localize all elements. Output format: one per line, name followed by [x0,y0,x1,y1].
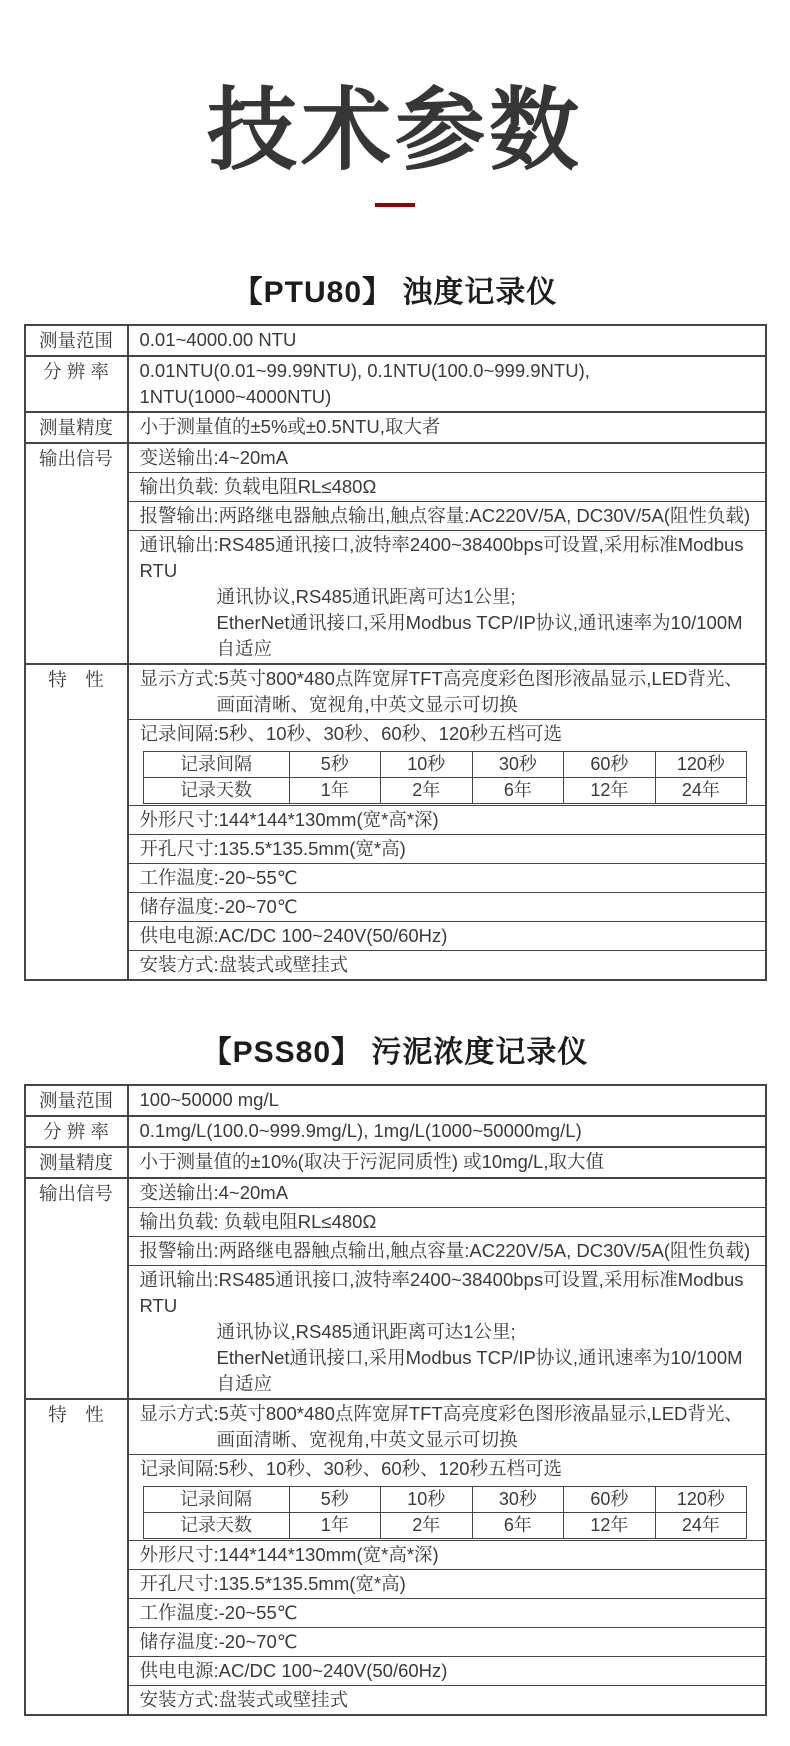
row-label: 分 辨 率 [25,356,128,412]
row-value: 安装方式:盘装式或壁挂式 [128,1686,766,1716]
row-value: 工作温度:-20~55℃ [128,864,766,893]
row-label: 测量精度 [25,412,128,443]
record-interval-table [143,1486,748,1539]
table-row [25,893,766,922]
record-note: 记录间隔:5秒、10秒、30秒、60秒、120秒五档可选 [139,723,563,744]
product-heading-ptu80: 【PTU80】 浊度记录仪 [232,276,558,309]
days-cell: 12年 [564,1513,656,1539]
row-value: 开孔尺寸:135.5*135.5mm(宽*高) [128,835,766,864]
comm-line: EtherNet通讯接口,采用Modbus TCP/IP协议,通讯速率为10/100M自适应 [216,1347,743,1394]
row-value: 储存温度:-20~70℃ [128,1628,766,1657]
display-line: 画面清晰、宽视角,中英文显示可切换 [216,694,518,715]
spec-sheet-page [0,81,790,1746]
table-row [25,1599,766,1628]
display-line: 显示方式:5英寸800*480点阵宽屏TFT高亮度彩色图形液晶显示,LED背光、 [139,1403,743,1424]
inner-row-label: 记录间隔 [143,752,289,778]
interval-cell: 5秒 [289,1487,381,1513]
table-row [143,1513,747,1539]
row-value: 0.01~4000.00 NTU [128,325,766,356]
product-heading-pss80: 【PSS80】 污泥浓度记录仪 [201,1036,589,1069]
comm-line: 通讯协议,RS485通讯距离可达1公里; [216,586,516,607]
table-row [25,531,766,665]
comm-line: EtherNet通讯接口,采用Modbus TCP/IP协议,通讯速率为10/100M自适应 [216,612,743,659]
comm-line: 通讯输出:RS485通讯接口,波特率2400~38400bps可设置,采用标准Modbus RTU [139,1269,744,1316]
display-line: 显示方式:5英寸800*480点阵宽屏TFT高亮度彩色图形液晶显示,LED背光、 [139,668,743,689]
days-cell: 24年 [655,778,747,804]
record-note: 记录间隔:5秒、10秒、30秒、60秒、120秒五档可选 [139,1458,563,1479]
table-row [25,325,766,356]
comm-line: 通讯协议,RS485通讯距离可达1公里; [216,1321,516,1342]
interval-cell: 60秒 [564,752,656,778]
table-row [25,473,766,502]
table-row [25,664,766,720]
row-value: 供电电源:AC/DC 100~240V(50/60Hz) [128,922,766,951]
days-cell: 6年 [472,778,564,804]
table-row [25,951,766,981]
row-value: 报警输出:两路继电器触点输出,触点容量:AC220V/5A, DC30V/5A(阻性负载) [128,1237,766,1266]
row-value: 开孔尺寸:135.5*135.5mm(宽*高) [128,1570,766,1599]
interval-cell: 120秒 [655,1487,747,1513]
row-value: 输出负载: 负载电阻RL≤480Ω [128,1208,766,1237]
table-row [25,806,766,835]
table-row [25,835,766,864]
row-label: 测量精度 [25,1147,128,1178]
row-value: 储存温度:-20~70℃ [128,893,766,922]
comm-line: 通讯输出:RS485通讯接口,波特率2400~38400bps可设置,采用标准Modbus RTU [139,534,744,581]
row-value-comm [128,531,766,665]
row-label: 分 辨 率 [25,1116,128,1147]
days-cell: 2年 [381,778,473,804]
row-label-output-signal: 输出信号 [25,1178,128,1399]
interval-cell: 30秒 [472,1487,564,1513]
page-title: 技术参数 [207,81,583,181]
inner-row-label: 记录天数 [143,1513,289,1539]
row-label-features: 特 性 [25,1399,128,1715]
row-value: 变送输出:4~20mA [128,1178,766,1208]
row-value: 100~50000 mg/L [128,1085,766,1116]
table-row [25,1178,766,1208]
table-row [25,1686,766,1716]
table-row [25,412,766,443]
row-value: 0.1mg/L(100.0~999.9mg/L), 1mg/L(1000~50000mg/L) [128,1116,766,1147]
days-cell: 12年 [564,778,656,804]
table-row [143,778,747,804]
table-row [25,1455,766,1541]
row-value: 工作温度:-20~55℃ [128,1599,766,1628]
table-row [25,1399,766,1455]
table-row [25,502,766,531]
row-value: 供电电源:AC/DC 100~240V(50/60Hz) [128,1657,766,1686]
row-label-output-signal: 输出信号 [25,443,128,664]
display-line: 画面清晰、宽视角,中英文显示可切换 [216,1429,518,1450]
row-value: 小于测量值的±5%或±0.5NTU,取大者 [128,412,766,443]
inner-row-label: 记录间隔 [143,1487,289,1513]
row-value: 安装方式:盘装式或壁挂式 [128,951,766,981]
days-cell: 24年 [655,1513,747,1539]
row-label: 测量范围 [25,1085,128,1116]
table-row [25,720,766,806]
row-value-display [128,1399,766,1455]
row-value: 小于测量值的±10%(取决于污泥同质性) 或10mg/L,取大值 [128,1147,766,1178]
row-value-record-interval [128,1455,766,1541]
spec-table-ptu80 [24,324,767,981]
table-row [143,752,747,778]
row-value-display [128,664,766,720]
table-row [25,1657,766,1686]
table-row [25,443,766,473]
row-value: 输出负载: 负载电阻RL≤480Ω [128,473,766,502]
record-interval-table [143,751,748,804]
table-row [25,1208,766,1237]
interval-cell: 10秒 [381,752,473,778]
title-accent-divider [375,203,415,207]
row-label-features: 特 性 [25,664,128,980]
interval-cell: 30秒 [472,752,564,778]
row-value: 变送输出:4~20mA [128,443,766,473]
row-value: 外形尺寸:144*144*130mm(宽*高*深) [128,1541,766,1570]
days-cell: 1年 [289,1513,381,1539]
table-row [25,1570,766,1599]
days-cell: 2年 [381,1513,473,1539]
table-row [25,1237,766,1266]
interval-cell: 5秒 [289,752,381,778]
table-row [25,1266,766,1400]
inner-row-label: 记录天数 [143,778,289,804]
table-row [25,1628,766,1657]
interval-cell: 10秒 [381,1487,473,1513]
row-value-comm [128,1266,766,1400]
days-cell: 6年 [472,1513,564,1539]
interval-cell: 120秒 [655,752,747,778]
table-row [25,356,766,412]
days-cell: 1年 [289,778,381,804]
table-row [25,1147,766,1178]
table-row [25,1541,766,1570]
table-row [25,1116,766,1147]
table-row [25,864,766,893]
row-label: 测量范围 [25,325,128,356]
row-value: 报警输出:两路继电器触点输出,触点容量:AC220V/5A, DC30V/5A(阻性负载) [128,502,766,531]
table-row [25,922,766,951]
interval-cell: 60秒 [564,1487,656,1513]
spec-table-pss80 [24,1084,767,1716]
row-value-record-interval [128,720,766,806]
row-value: 0.01NTU(0.01~99.99NTU), 0.1NTU(100.0~999.9NTU), 1NTU(1000~4000NTU) [128,356,766,412]
table-row [25,1085,766,1116]
row-value: 外形尺寸:144*144*130mm(宽*高*深) [128,806,766,835]
